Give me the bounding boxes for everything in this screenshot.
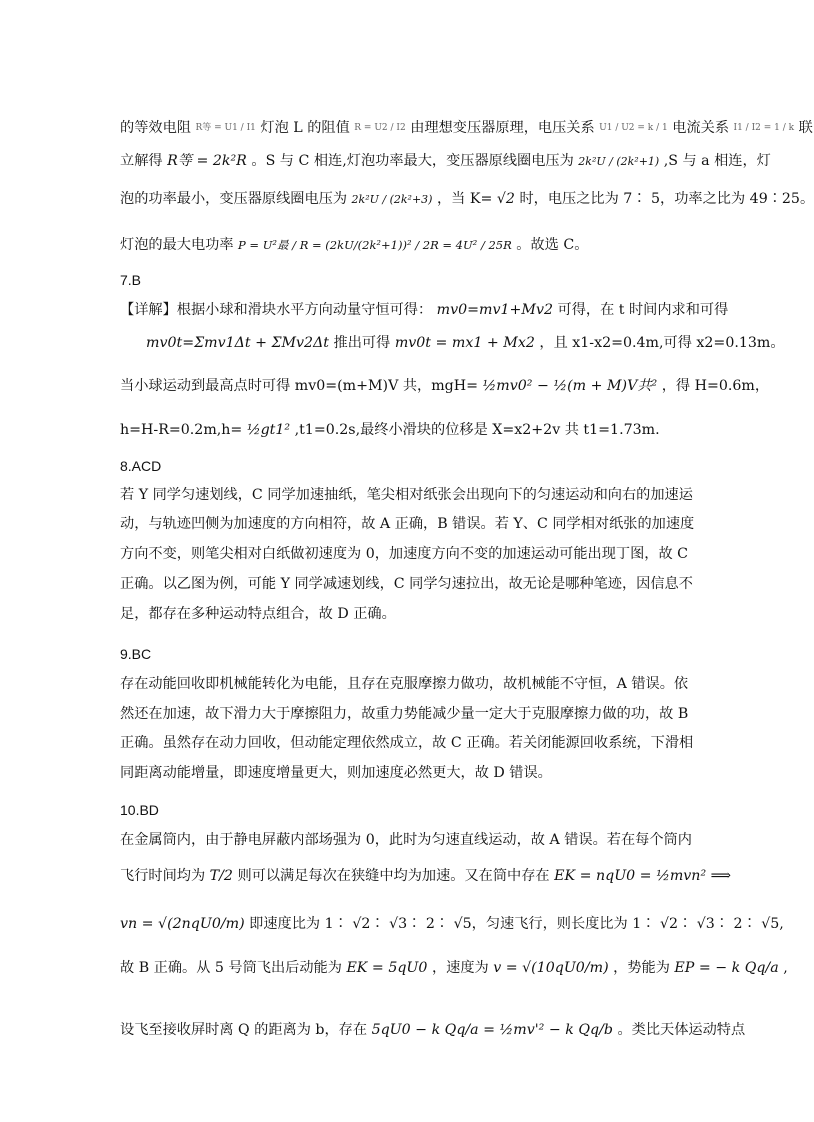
formula: EK = nqU0 = ½mvn² ⟹ [554,868,731,884]
text-line: 足，都存在多种运动特点组合，故 D 正确。 [120,606,396,622]
answer-heading: 8.ACD [120,458,162,474]
formula: 2k²U / (2k²+1) [578,155,660,168]
text: ，势能为 [613,960,670,976]
formula: EK = 5qU0 [346,960,428,976]
answer-heading: 7.B [120,272,142,288]
text-line: 正确。虽然存在动力回收，但动能定理依然成立，故 C 正确。若关闭能源回收系统，下滑相 [120,735,694,751]
text-line [120,914,784,934]
formula: EP = − k Qq/a [674,960,779,976]
text-line: 若 Y 同学匀速划线，C 同学加速抽纸，笔尖相对纸张会出现向下的匀速运动和向右的加速运 [120,487,693,503]
answer-heading: 10.BD [120,802,159,818]
text: 电流关系 [672,120,730,136]
formula: P = U²最 / R = (2kU/(2k²+1))² / 2R = 4U² / 25R [238,238,512,252]
answer-heading: 9.BC [120,646,152,662]
text-line: 同距离动能增量，即速度增量更大，则加速度必然更大，故 D 错误。 [120,765,552,781]
formula: v = √(10qU0/m) [493,960,609,976]
formula-small: U1 / U2 = k / 1 [599,123,668,133]
text: 泡的功率最小，变压器原线圈电压为 [120,191,348,207]
formula: mv0=mv1+Mv2 [436,302,553,318]
formula: 5qU0 − k Qq/a = ½mv'² − k Qq/b [371,1022,613,1038]
text-line [146,333,785,353]
text-line: 动，与轨迹凹侧为加速度的方向相符，故 A 正确，B 错误。若 Y、C 同学相对纸张的加速度 [120,516,695,532]
text-line [120,866,731,886]
text: ,t1=0.2s,最终小滑块的位移是 X=x2+2v 共 t1=1.73m. [294,422,660,438]
formula: vn = √(2nqU0/m) [120,916,245,932]
text-line: 然还在加速，故下滑力大于摩擦阻力，故重力势能减少量一定大于克服摩擦力做的功，故 B [120,706,689,722]
text-line [120,235,680,255]
text: 灯泡的最大电功率 [120,237,234,253]
formula: mv0t = mx1 + Mx2 [394,335,535,351]
text-line [120,118,813,138]
text: 推出可得 [333,335,391,351]
text: 。类比天体运动特点 [617,1022,746,1038]
text: ，且 x1-x2=0.4m,可得 x2=0.13m。 [539,335,785,351]
text: 当小球运动到最高点时可得 mv0=(m+M)V 共，mgH= [120,378,479,394]
text: ，速度为 [431,960,489,976]
text: 的等效电阻 [120,120,191,136]
text-line: 正确。以乙图为例，可能 Y 同学减速划线，C 同学匀速拉出，故无论是哪种笔迹，因信息不 [120,576,693,592]
formula: √2 [496,191,515,207]
text: 灯泡 L 的阻值 [260,120,350,136]
text: h=H-R=0.2m,h= [120,422,243,438]
text: 联 [798,120,813,136]
text-line [120,1020,746,1040]
text: 故 B 正确。从 5 号筒飞出后动能为 [120,960,342,976]
text: 时，电压之比为 7∶ 5，功率之比为 49∶25。 [519,191,814,207]
text-line [120,300,729,320]
formula: 2k²U / (2k²+3) [351,193,433,206]
text-line: 存在动能回收即机械能转化为电能，且存在克服摩擦力做功，故机械能不守恒，A 错误。依 [120,676,689,692]
text-line: 在金属筒内，由于静电屏蔽内部场强为 0，此时为匀速直线运动，故 A 错误。若在每个筒内 [120,832,692,848]
text: 【详解】根据小球和滑块水平方向动量守恒可得： [120,302,433,318]
text: 设飞至接收屏时离 Q 的距离为 b，存在 [120,1022,368,1038]
text: 可得，在 t 时间内求和可得 [557,302,729,318]
text: ，当 K= [436,191,493,207]
formula: T/2 [209,868,233,884]
text-line [120,189,814,210]
text: 则可以满足每次在狭缝中均为加速。又在筒中存在 [237,868,550,884]
formula: ½gt1² [246,422,291,438]
text: , [783,960,788,976]
text: ，得 H=0.6m， [661,378,770,394]
text: 。S 与 C 相连,灯泡功率最大，变压器原线圈电压为 [251,153,574,169]
text-line [120,151,771,172]
text: 由理想变压器原理，电压关系 [410,120,595,136]
text: 飞行时间均为 [120,868,206,884]
text-line [120,420,680,440]
text: 即速度比为 1∶ √2∶ √3∶ 2∶ √5，匀速飞行，则长度比为 1∶ √2∶ √3∶ 2∶ √5, [249,916,784,932]
text: 。故选 C。 [516,237,589,253]
formula: R等 = 2k²R [167,153,247,169]
formula-small: R等 = U1 / I1 [195,123,256,133]
text: 立解得 [120,153,163,169]
formula: mv0t=Σmv1Δt + ΣMv2Δt [146,335,330,351]
formula-small: R = U2 / I2 [354,123,406,133]
formula-small: I1 / I2 = 1 / k [733,123,795,133]
text-line [120,376,770,396]
text-line: 方向不变，则笔尖相对白纸做初速度为 0，加速度方向不变的加速运动可能出现丁图，故 C [120,546,689,562]
text: ,S 与 a 相连，灯 [663,153,771,169]
text-line [120,958,788,978]
formula: ½mv0² − ½(m + M)V共² [482,378,658,394]
